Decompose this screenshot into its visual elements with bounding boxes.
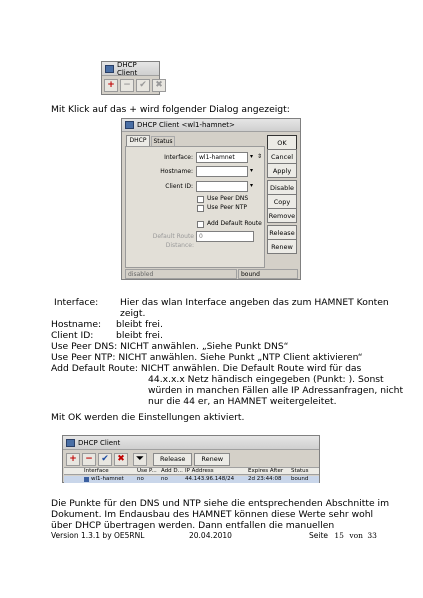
desc-default-route-cont3: nur die 44 er, an HAMNET weitergeleitet. [148,396,337,407]
client-id-dropdown-icon[interactable]: ▾ [250,182,254,189]
row-add-default: no [161,476,168,482]
row-ip-address: 44.143.96.148/24 [185,476,235,482]
add-icon[interactable]: + [66,453,80,466]
list-header-row [64,467,319,475]
footer-paragraph-line-1: Die Punkte für den DNS und NTP siehe die entsprechenden Abschnitte im [51,498,390,509]
list-window-title: DHCP Client [78,438,121,447]
row-expires-after: 2d 23:44:08 [248,476,282,482]
dhcp-client-dialog [121,118,301,280]
row-use-peer: no [137,476,144,482]
desc-default-route-cont2: würden in manchen Fällen alle IP Adressanfragen, nicht [148,385,404,396]
filter-icon[interactable]: ⏷ [133,453,147,466]
top-window-title: DHCP Client [116,60,138,77]
remove-icon[interactable]: − [82,453,96,466]
cancel-button[interactable]: Cancel [267,149,297,164]
footer-paragraph-line-2: Dokument. Im Endausbau des HAMNET können diese Werte sehr wohl [51,509,374,520]
dialog-status-right: bound [238,269,298,279]
row-interface-icon [84,477,89,482]
desc-interface-text-cont: zeigt. [120,308,146,319]
renew-button[interactable]: Renew [267,239,297,254]
ok-activation-text: Mit OK werden die Einstellungen aktiviert. [51,412,245,423]
col-header-ip-address[interactable]: IP Address [185,468,214,474]
col-header-add-default[interactable]: Add D... [161,468,183,474]
list-release-button[interactable]: Release [153,453,192,466]
intro-text: Mit Klick auf das + wird folgender Dialog angezeigt: [51,104,290,115]
dhcp-client-list-window [62,435,320,483]
client-id-input[interactable] [196,181,248,192]
default-route-distance-label: Default Route Distance: [152,233,194,249]
desc-hostname-term: Hostname: [51,319,102,330]
top-window-toolbar [104,79,166,92]
window-app-icon [66,439,75,447]
desc-peer-ntp: Use Peer NTP: NICHT anwählen. Siehe Punkt „NTP Client aktivieren“ [51,352,363,363]
desc-clientid-term: Client ID: [51,330,94,341]
remove-button[interactable]: Remove [267,208,297,223]
desc-default-route: Add Default Route: NICHT anwählen. Die Default Route wird für das [51,363,362,374]
col-header-status[interactable]: Status [291,468,309,474]
apply-button[interactable]: Apply [267,163,297,178]
list-renew-button[interactable]: Renew [194,453,230,466]
footer-version: Version 1.3.1 by OE5RNL [51,531,145,540]
interface-select[interactable]: wl1-hamnet [196,152,248,163]
add-default-route-label: Add Default Route [207,220,262,227]
tab-dhcp[interactable]: DHCP [126,135,150,146]
hostname-dropdown-icon[interactable]: ▾ [250,167,254,174]
enable-icon[interactable]: ✔ [98,453,112,466]
top-dhcp-window [101,60,163,95]
disable-icon[interactable]: ✖ [114,453,128,466]
footer-page-number: 15 [334,531,344,540]
footer-page-info [309,531,377,541]
interface-label: Interface: [164,154,193,161]
col-header-expires-after[interactable]: Expires After [248,468,284,474]
top-window-titlebar [102,62,159,76]
tab-status[interactable]: Status [151,136,175,146]
list-window-titlebar [63,436,319,450]
use-peer-ntp-label: Use Peer NTP [207,204,248,211]
default-route-distance-input[interactable]: 0 [196,231,254,242]
footer-of-word: von [349,531,363,540]
dialog-status-left: disabled [125,269,237,279]
remove-icon[interactable]: − [120,79,134,92]
release-button[interactable]: Release [267,225,297,240]
interface-dropdown-icon[interactable]: ▾ [250,153,254,160]
dialog-title: DHCP Client <wl1-hamnet> [137,121,235,129]
interface-more-icon[interactable]: ⇕ [257,153,263,160]
hostname-input[interactable] [196,166,248,177]
use-peer-dns-label: Use Peer DNS [207,195,249,202]
client-id-label: Client ID: [165,183,193,190]
desc-default-route-cont1: 44.x.x.x Netz händisch eingegeben (Punkt: ). Sonst [148,374,384,385]
window-app-icon [125,121,134,129]
ok-button[interactable]: OK [267,135,297,150]
hostname-label: Hostname: [160,168,193,175]
page-footer [51,531,377,541]
disable-icon[interactable]: ✖ [152,79,166,92]
desc-hostname-text: bleibt frei. [116,319,163,330]
use-peer-dns-checkbox[interactable] [197,196,204,203]
footer-page-word: Seite [309,531,329,540]
row-status: bound [291,476,309,482]
enable-icon[interactable]: ✔ [136,79,150,92]
add-icon[interactable]: + [104,79,118,92]
desc-interface-term: Interface: [54,297,99,308]
dialog-titlebar [122,119,300,132]
copy-button[interactable]: Copy [267,194,297,209]
desc-interface-text: Hier das wlan Interface angeben das zum HAMNET Konten [120,297,389,308]
window-app-icon [105,65,114,73]
list-toolbar [66,453,230,466]
col-header-interface[interactable]: Interface [84,468,109,474]
footer-page-total: 33 [367,531,377,540]
table-row[interactable] [64,476,319,483]
col-header-use-peer[interactable]: Use P... [137,468,157,474]
desc-clientid-text: bleibt frei. [116,330,163,341]
use-peer-ntp-checkbox[interactable] [197,205,204,212]
row-interface: wl1-hamnet [91,476,124,482]
footer-paragraph-line-3: über DHCP übertragen werden. Dann entfallen die manuellen [51,520,335,531]
dhcp-tab-panel [125,146,265,268]
desc-peer-dns: Use Peer DNS: NICHT anwählen. „Siehe Punkt DNS“ [51,341,289,352]
disable-button[interactable]: Disable [267,180,297,195]
footer-date: 20.04.2010 [189,531,232,540]
add-default-route-checkbox[interactable] [197,221,204,228]
